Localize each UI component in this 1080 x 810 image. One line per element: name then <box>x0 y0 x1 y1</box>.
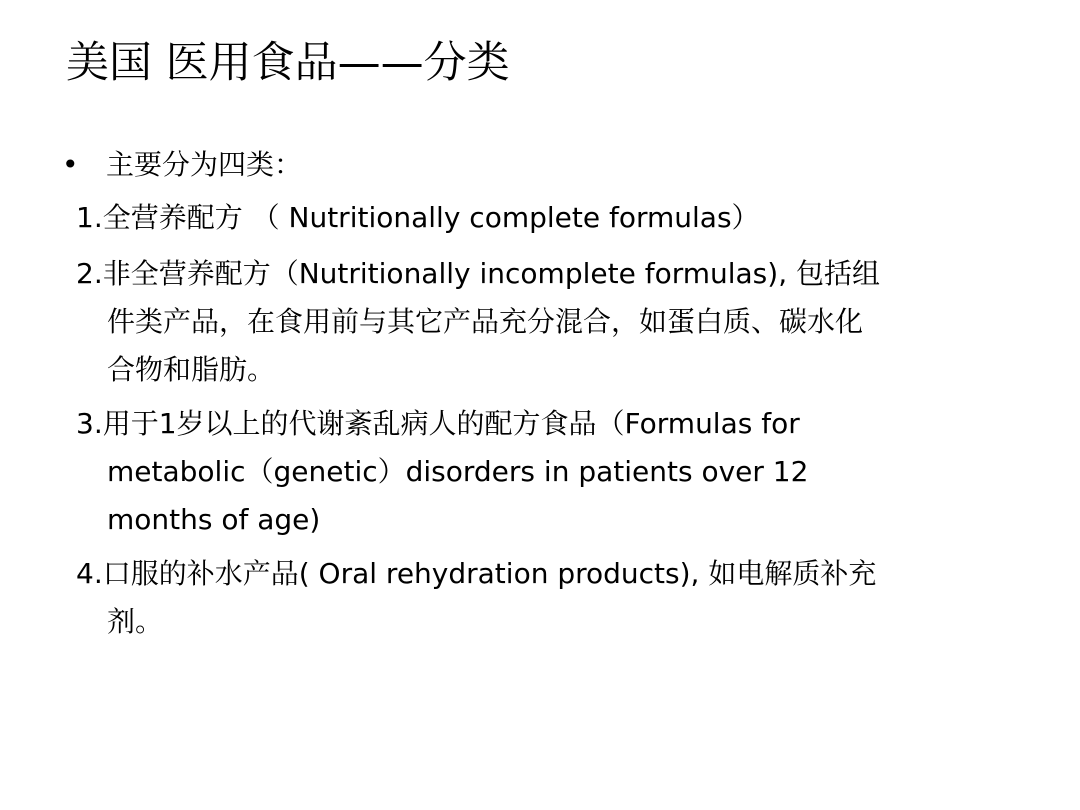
item-1-line-1: 1.全营养配方 （ Nutritionally complete formulas） <box>76 201 760 234</box>
slide-title: 美国 医用食品——分类 <box>66 38 510 88</box>
item-3-line-1: 3.用于1岁以上的代谢紊乱病人的配方食品（Formulas for <box>76 407 800 440</box>
intro-bullet <box>62 142 302 188</box>
category-item-1 <box>76 194 1036 242</box>
item-3-line-3: months of age) <box>107 503 321 536</box>
item-4-line-2: 剂。 <box>107 605 164 638</box>
item-2-line-2: 件类产品，在食用前与其它产品充分混合，如蛋白质、碳水化 <box>107 305 864 338</box>
item-2-line-1: 2.非全营养配方（Nutritionally incomplete formulas), 包括组 <box>76 257 880 290</box>
item-2-line-3: 合物和脂肪。 <box>107 353 276 386</box>
item-3-line-2: metabolic（genetic）disorders in patients over 12 <box>107 455 809 488</box>
bullet-dot: • <box>62 148 79 181</box>
category-item-3 <box>76 400 1036 544</box>
category-item-2 <box>76 250 1036 394</box>
item-4-line-1: 4.口服的补水产品( Oral rehydration products), 如电解质补充 <box>76 557 877 590</box>
category-item-4 <box>76 550 1036 646</box>
intro-text: 主要分为四类： <box>106 148 303 181</box>
